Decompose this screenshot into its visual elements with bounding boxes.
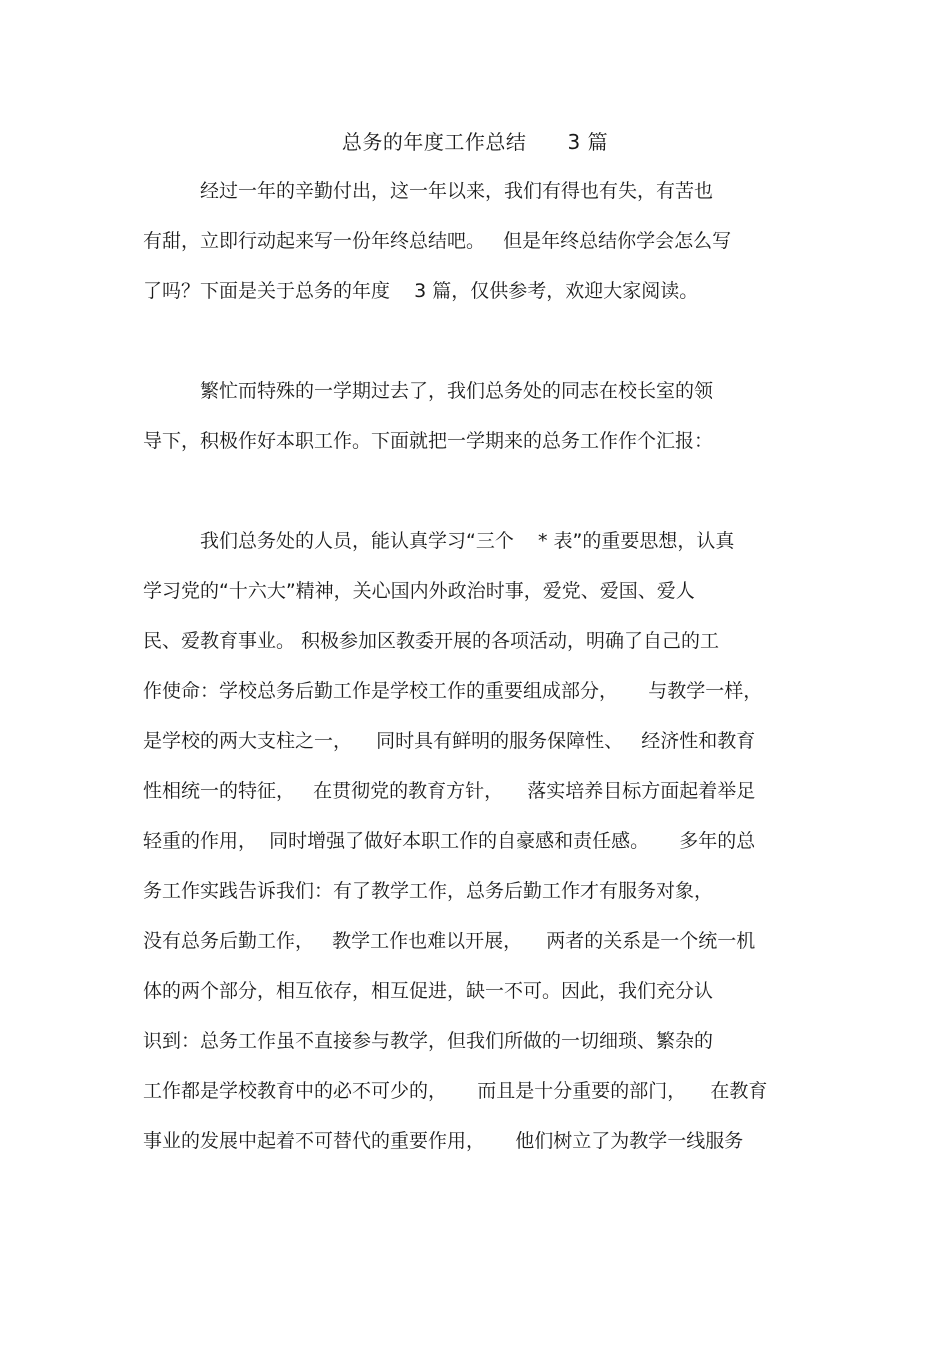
text-line: 轻重的作用， 同时增强了做好本职工作的自豪感和责任感。 多年的总 bbox=[143, 830, 756, 852]
text-line: 识到：总务工作虽不直接参与教学，但我们所做的一切细琐、繁杂的 bbox=[143, 1030, 714, 1052]
text-line: 性相统一的特征， 在贯彻党的教育方针， 落实培养目标方面起着举足 bbox=[143, 780, 756, 802]
text-line: 有甜，立即行动起来写一份年终总结吧。 但是年终总结你学会怎么写 bbox=[143, 230, 732, 252]
intro-paragraph bbox=[143, 166, 808, 316]
text-line: 我们总务处的人员，能认真学习“三个 * 表”的重要思想，认真 bbox=[200, 530, 735, 552]
text-line: 工作都是学校教育中的必不可少的， 而且是十分重要的部门， 在教育 bbox=[143, 1080, 768, 1102]
document-title: 总务的年度工作总结 3 篇 bbox=[341, 130, 609, 154]
opening-paragraph bbox=[143, 366, 808, 466]
text-line: 没有总务后勤工作， 教学工作也难以开展， 两者的关系是一个统一机 bbox=[143, 930, 756, 952]
text-line: 了吗？下面是关于总务的年度 3 篇，仅供参考，欢迎大家阅读。 bbox=[143, 280, 699, 302]
text-line: 是学校的两大支柱之一， 同时具有鲜明的服务保障性、 经济性和教育 bbox=[143, 730, 756, 752]
body-paragraph bbox=[143, 516, 808, 1166]
text-line: 繁忙而特殊的一学期过去了，我们总务处的同志在校长室的领 bbox=[200, 380, 714, 402]
text-line: 经过一年的辛勤付出，这一年以来，我们有得也有失，有苦也 bbox=[200, 180, 714, 202]
text-line: 民、爱教育事业。 积极参加区教委开展的各项活动，明确了自己的工 bbox=[143, 630, 720, 652]
text-line: 学习党的“十六大”精神，关心国内外政治时事，爱党、爱国、爱人 bbox=[143, 580, 695, 602]
text-line: 事业的发展中起着不可替代的重要作用， 他们树立了为教学一线服务 bbox=[143, 1130, 744, 1152]
text-line: 体的两个部分，相互依存，相互促进，缺一不可。因此，我们充分认 bbox=[143, 980, 714, 1002]
text-line: 务工作实践告诉我们：有了教学工作，总务后勤工作才有服务对象， bbox=[143, 880, 714, 902]
text-line: 导下，积极作好本职工作。下面就把一学期来的总务工作作个汇报： bbox=[143, 430, 714, 452]
text-line: 作使命：学校总务后勤工作是学校工作的重要组成部分， 与教学一样， bbox=[143, 680, 763, 702]
